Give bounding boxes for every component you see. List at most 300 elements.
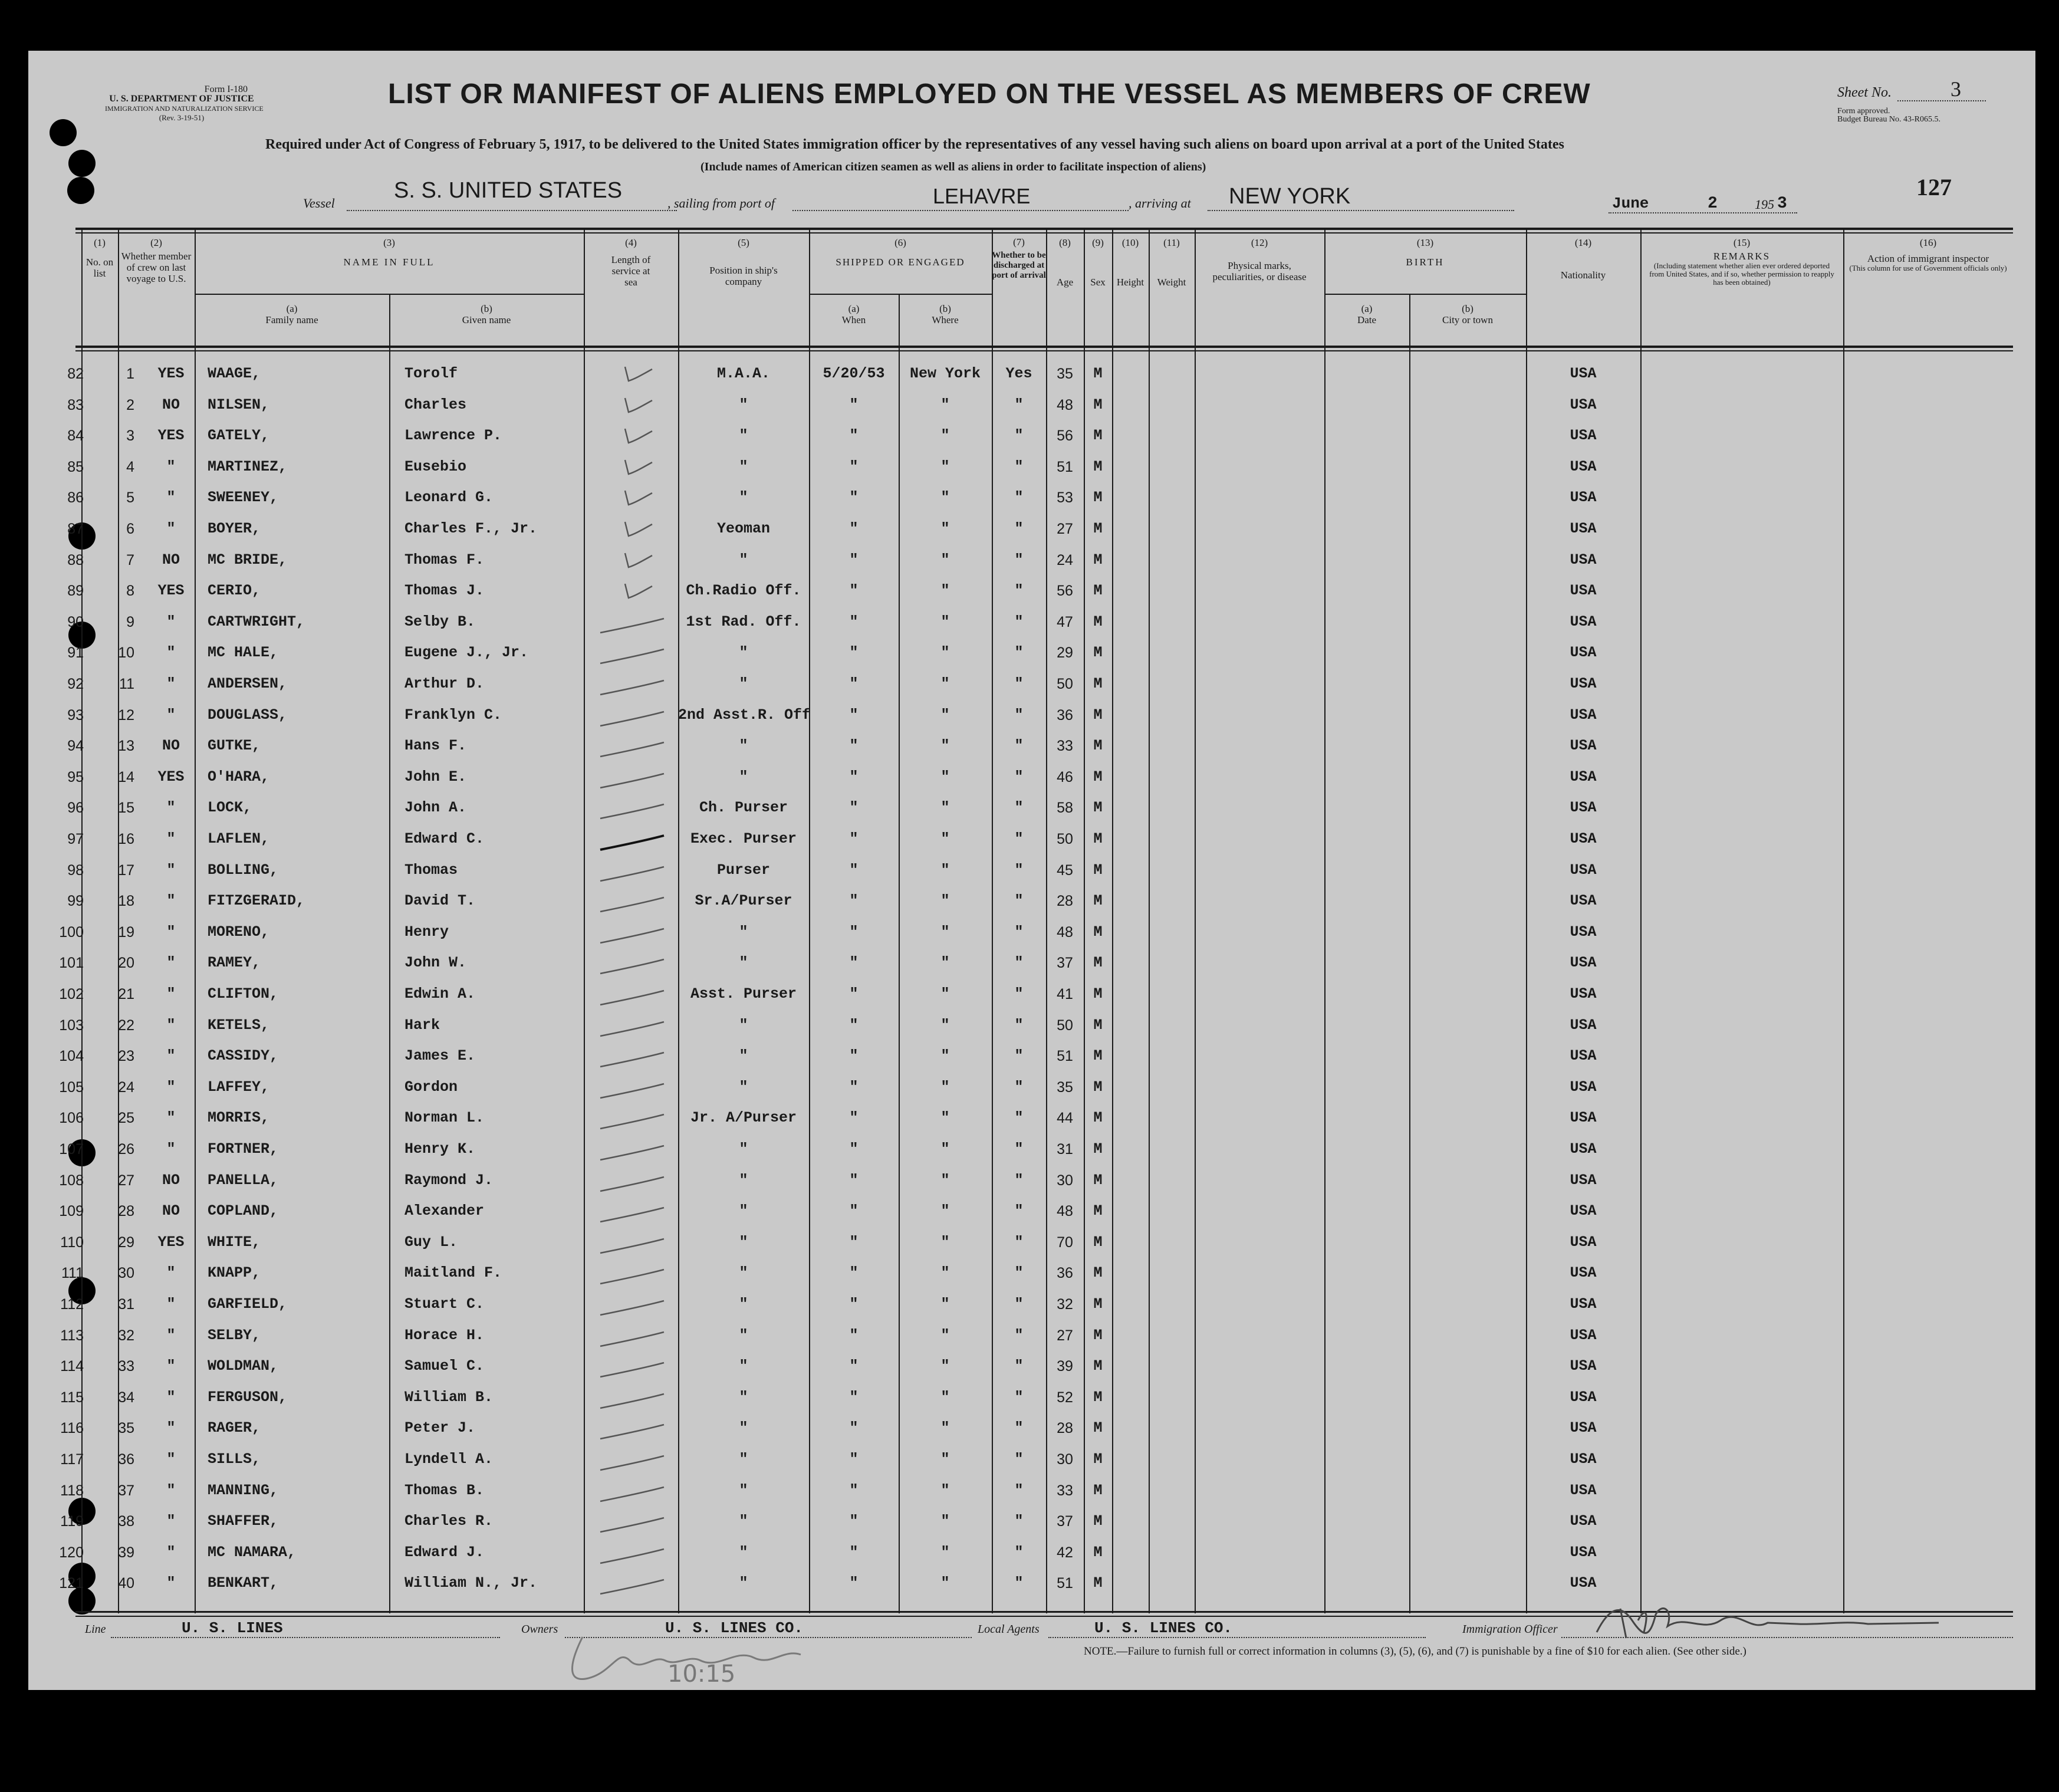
row-shipped-where: " xyxy=(940,954,950,972)
row-list-number: 8 xyxy=(126,583,134,600)
row-last-voyage: " xyxy=(166,1543,176,1561)
col2-number: (2) xyxy=(150,237,162,248)
row-given-name: Eusebio xyxy=(404,458,467,475)
row-family-name: CERIO, xyxy=(208,582,261,600)
row-last-voyage: " xyxy=(166,1512,176,1530)
row-position: " xyxy=(739,1574,748,1592)
row-last-voyage: YES xyxy=(157,365,185,382)
row-last-voyage: NO xyxy=(162,737,180,755)
row-shipped-when: " xyxy=(849,1171,859,1189)
row-family-name: BOYER, xyxy=(208,520,261,537)
service-check-mark xyxy=(571,1015,665,1038)
row-position: " xyxy=(739,1543,748,1561)
row-last-voyage: " xyxy=(166,1326,176,1344)
row-nationality: USA xyxy=(1570,1264,1597,1282)
col5-label: Position in ship's company xyxy=(709,265,778,287)
row-last-voyage: NO xyxy=(162,396,180,413)
row-age: 58 xyxy=(1057,800,1073,817)
row-given-name: Eugene J., Jr. xyxy=(404,644,529,662)
col14-header xyxy=(1526,237,1640,281)
row-nationality: USA xyxy=(1570,1295,1597,1313)
row-shipped-when: " xyxy=(849,489,859,507)
col8-label: Age xyxy=(1056,277,1074,288)
vessel-line xyxy=(347,210,677,211)
row-sequence-number: 100 xyxy=(59,923,84,941)
row-nationality: USA xyxy=(1570,396,1597,413)
row-sex: M xyxy=(1093,1171,1103,1189)
col6b-number: (b) xyxy=(939,303,951,314)
row-sex: M xyxy=(1093,799,1103,817)
row-age: 51 xyxy=(1057,1575,1073,1592)
row-family-name: BOLLING, xyxy=(208,861,279,879)
row-last-voyage: " xyxy=(166,1451,176,1468)
row-list-number: 32 xyxy=(118,1327,134,1344)
row-discharge: " xyxy=(1014,861,1024,879)
row-sequence-number: 112 xyxy=(60,1296,84,1313)
row-discharge: " xyxy=(1014,551,1024,568)
row-shipped-where: " xyxy=(940,830,950,847)
row-sex: M xyxy=(1093,1016,1103,1034)
row-shipped-where: " xyxy=(940,706,950,724)
row-discharge: " xyxy=(1014,1295,1024,1313)
row-shipped-where: " xyxy=(940,892,950,910)
row-sex: M xyxy=(1093,1078,1103,1096)
row-list-number: 40 xyxy=(118,1575,134,1592)
row-sequence-number: 109 xyxy=(59,1203,84,1220)
row-list-number: 7 xyxy=(126,551,134,568)
row-list-number: 23 xyxy=(118,1048,134,1065)
col7-header xyxy=(992,237,1046,281)
form-rev: (Rev. 3-19-51) xyxy=(159,113,205,122)
row-shipped-where: " xyxy=(940,520,950,537)
row-nationality: USA xyxy=(1570,613,1597,630)
row-age: 39 xyxy=(1057,1358,1073,1375)
row-nationality: USA xyxy=(1570,1357,1597,1375)
row-sequence-number: 102 xyxy=(59,986,84,1002)
service-check-mark xyxy=(559,487,653,511)
row-age: 46 xyxy=(1057,768,1073,785)
row-list-number: 21 xyxy=(118,986,134,1002)
row-last-voyage: " xyxy=(166,923,176,941)
row-nationality: USA xyxy=(1570,985,1597,1002)
row-sequence-number: 88 xyxy=(67,551,84,568)
row-given-name: Lawrence P. xyxy=(404,427,502,445)
row-shipped-where: " xyxy=(940,923,950,941)
row-position: " xyxy=(739,1451,748,1468)
row-list-number: 5 xyxy=(126,489,134,507)
row-sequence-number: 94 xyxy=(67,738,84,755)
row-family-name: WAAGE, xyxy=(208,365,261,382)
row-sequence-number: 99 xyxy=(67,893,84,910)
row-sequence-number: 113 xyxy=(60,1327,84,1344)
row-position: " xyxy=(739,1481,748,1499)
service-check-mark xyxy=(571,611,665,635)
row-family-name: MANNING, xyxy=(208,1481,279,1499)
row-shipped-when: " xyxy=(849,1295,859,1313)
arriving-label: , arriving at xyxy=(1129,196,1191,211)
col7-label: Whether to be discharged at port of arrival xyxy=(992,251,1046,280)
row-sex: M xyxy=(1093,1233,1103,1251)
row-nationality: USA xyxy=(1570,768,1597,785)
row-discharge: " xyxy=(1014,458,1024,475)
row-given-name: John A. xyxy=(404,799,467,817)
table-row xyxy=(28,1289,2035,1320)
row-sequence-number: 108 xyxy=(59,1172,84,1189)
row-sex: M xyxy=(1093,830,1103,847)
row-position: " xyxy=(739,1295,748,1313)
row-family-name: LAFLEN, xyxy=(208,830,270,847)
row-given-name: Hark xyxy=(404,1016,440,1034)
row-family-name: CASSIDY, xyxy=(208,1047,279,1065)
row-shipped-when: " xyxy=(849,768,859,785)
row-family-name: PANELLA, xyxy=(208,1171,279,1189)
row-shipped-when: " xyxy=(849,1543,859,1561)
table-row xyxy=(28,1537,2035,1568)
row-shipped-when: " xyxy=(849,644,859,662)
officer-signature xyxy=(1585,1597,1986,1650)
col6b-label: Where xyxy=(932,314,959,325)
service-check-mark xyxy=(571,767,665,790)
service-check-mark xyxy=(571,1325,665,1349)
col12-label: Physical marks, peculiarities, or disease xyxy=(1212,260,1307,282)
row-nationality: USA xyxy=(1570,520,1597,537)
row-given-name: Thomas F. xyxy=(404,551,485,568)
row-shipped-when: " xyxy=(849,458,859,475)
row-age: 44 xyxy=(1057,1110,1073,1127)
row-position: " xyxy=(739,1233,748,1251)
row-shipped-where: " xyxy=(940,458,950,475)
row-discharge: " xyxy=(1014,1543,1024,1561)
service-check-mark xyxy=(571,952,665,976)
row-position: Sr.A/Purser xyxy=(695,892,792,910)
row-age: 33 xyxy=(1057,738,1073,755)
col13-label: BIRTH xyxy=(1406,257,1445,268)
row-discharge: " xyxy=(1014,830,1024,847)
row-family-name: CLIFTON, xyxy=(208,985,279,1002)
row-last-voyage: " xyxy=(166,1047,176,1065)
row-given-name: Raymond J. xyxy=(404,1171,494,1189)
row-position: " xyxy=(739,1016,748,1034)
table-row xyxy=(28,359,2035,389)
row-position: Purser xyxy=(716,861,770,879)
col14-number: (14) xyxy=(1574,237,1592,248)
agents-label: Local Agents xyxy=(978,1623,1040,1636)
row-shipped-when: " xyxy=(849,1481,859,1499)
row-shipped-when: " xyxy=(849,1451,859,1468)
row-shipped-where: " xyxy=(940,489,950,507)
row-discharge: " xyxy=(1014,1264,1024,1282)
owners-label: Owners xyxy=(521,1623,558,1636)
row-given-name: Franklyn C. xyxy=(404,706,502,724)
row-last-voyage: YES xyxy=(157,582,185,600)
row-sequence-number: 84 xyxy=(67,428,84,445)
row-nationality: USA xyxy=(1570,1047,1597,1065)
service-check-mark xyxy=(559,550,653,573)
row-shipped-where: " xyxy=(940,1574,950,1592)
row-list-number: 12 xyxy=(118,706,134,724)
col11-number: (11) xyxy=(1163,237,1180,248)
row-sex: M xyxy=(1093,1047,1103,1065)
row-given-name: Hans F. xyxy=(404,737,467,755)
row-last-voyage: " xyxy=(166,1357,176,1375)
row-given-name: Lyndell A. xyxy=(404,1451,494,1468)
row-shipped-when: " xyxy=(849,892,859,910)
row-position: " xyxy=(739,1326,748,1344)
col13b-label: City or town xyxy=(1442,314,1493,325)
date-day: 2 xyxy=(1708,195,1718,213)
row-list-number: 33 xyxy=(118,1358,134,1375)
col4-header xyxy=(584,237,678,288)
row-shipped-when: " xyxy=(849,427,859,445)
row-list-number: 38 xyxy=(118,1513,134,1530)
table-row xyxy=(28,1072,2035,1103)
row-shipped-where: " xyxy=(940,1264,950,1282)
row-sex: M xyxy=(1093,892,1103,910)
row-shipped-when: " xyxy=(849,582,859,600)
col13b-header xyxy=(1409,303,1526,325)
row-age: 51 xyxy=(1057,458,1073,475)
row-sequence-number: 111 xyxy=(61,1265,84,1282)
row-family-name: FERGUSON, xyxy=(208,1388,288,1406)
row-shipped-when: " xyxy=(849,1078,859,1096)
row-nationality: USA xyxy=(1570,1326,1597,1344)
row-sex: M xyxy=(1093,1481,1103,1499)
row-age: 36 xyxy=(1057,706,1073,724)
form-id: Form I-180 xyxy=(204,84,248,94)
shipped-subheader-rule xyxy=(809,294,992,295)
row-sex: M xyxy=(1093,1202,1103,1220)
row-position: " xyxy=(739,737,748,755)
sheet-line xyxy=(1897,100,1986,101)
row-discharge: " xyxy=(1014,1419,1024,1437)
row-family-name: FITZGERAID, xyxy=(208,892,305,910)
col3a-label: Family name xyxy=(265,314,318,325)
col3b-header xyxy=(389,303,584,325)
row-shipped-where: " xyxy=(940,799,950,817)
date-year-prefix: 195 xyxy=(1755,197,1774,212)
row-list-number: 20 xyxy=(118,955,134,972)
col13-header xyxy=(1324,237,1526,268)
row-nationality: USA xyxy=(1570,1512,1597,1530)
row-sex: M xyxy=(1093,644,1103,662)
row-family-name: KETELS, xyxy=(208,1016,270,1034)
row-last-voyage: " xyxy=(166,861,176,879)
service-check-mark xyxy=(559,580,653,604)
service-check-mark xyxy=(571,735,665,759)
table-row xyxy=(28,948,2035,978)
col16-note: (This column for use of Government officials only) xyxy=(1849,264,2007,272)
row-sequence-number: 92 xyxy=(67,676,84,692)
col16-number: (16) xyxy=(1919,237,1937,248)
row-nationality: USA xyxy=(1570,1543,1597,1561)
row-age: 50 xyxy=(1057,676,1073,692)
col3a-number: (a) xyxy=(286,303,298,314)
row-family-name: CARTWRIGHT, xyxy=(208,613,305,630)
row-nationality: USA xyxy=(1570,1171,1597,1189)
row-shipped-when: " xyxy=(849,1047,859,1065)
service-check-mark xyxy=(571,1077,665,1100)
row-given-name: Alexander xyxy=(404,1202,485,1220)
row-discharge: " xyxy=(1014,1047,1024,1065)
row-age: 70 xyxy=(1057,1234,1073,1251)
row-shipped-when: " xyxy=(849,830,859,847)
row-age: 28 xyxy=(1057,1420,1073,1437)
row-age: 56 xyxy=(1057,583,1073,600)
row-shipped-where: " xyxy=(940,675,950,692)
col1-number: (1) xyxy=(94,237,106,248)
row-list-number: 37 xyxy=(118,1482,134,1499)
table-row xyxy=(28,420,2035,451)
row-family-name: MORENO, xyxy=(208,923,270,941)
table-row xyxy=(28,482,2035,513)
row-age: 24 xyxy=(1057,551,1073,568)
row-given-name: Thomas xyxy=(404,861,458,879)
col13a-header xyxy=(1324,303,1409,325)
row-given-name: James E. xyxy=(404,1047,476,1065)
row-last-voyage: " xyxy=(166,892,176,910)
row-list-number: 9 xyxy=(126,613,134,630)
row-last-voyage: YES xyxy=(157,768,185,785)
row-discharge: " xyxy=(1014,1481,1024,1499)
row-sequence-number: 110 xyxy=(60,1234,84,1251)
row-family-name: O'HARA, xyxy=(208,768,270,785)
row-list-number: 29 xyxy=(118,1234,134,1251)
row-sequence-number: 98 xyxy=(67,862,84,879)
row-list-number: 1 xyxy=(126,366,134,382)
row-shipped-when: " xyxy=(849,675,859,692)
vessel-label: Vessel xyxy=(303,196,335,211)
table-row xyxy=(28,731,2035,761)
row-discharge: " xyxy=(1014,1016,1024,1034)
col12-header xyxy=(1195,237,1324,282)
row-age: 56 xyxy=(1057,428,1073,445)
row-sex: M xyxy=(1093,706,1103,724)
col6-number: (6) xyxy=(894,237,906,248)
footer-note: NOTE.—Failure to furnish full or correct information in columns (3), (5), (6), and (7) is punishable by a fine of $10 for each alien. (See other side.) xyxy=(1084,1645,1746,1658)
row-shipped-when: " xyxy=(849,954,859,972)
row-sequence-number: 118 xyxy=(60,1482,84,1499)
row-nationality: USA xyxy=(1570,861,1597,879)
row-family-name: LOCK, xyxy=(208,799,252,817)
row-shipped-where: " xyxy=(940,1140,950,1158)
approval-block xyxy=(1837,107,1940,124)
row-last-voyage: " xyxy=(166,458,176,475)
port-to: NEW YORK xyxy=(1229,184,1351,209)
table-row xyxy=(28,637,2035,668)
row-given-name: Guy L. xyxy=(404,1233,458,1251)
row-given-name: Charles R. xyxy=(404,1512,494,1530)
row-sex: M xyxy=(1093,551,1103,568)
row-position: 2nd Asst.R. Off xyxy=(678,706,811,724)
row-sequence-number: 105 xyxy=(59,1079,84,1096)
row-nationality: USA xyxy=(1570,1481,1597,1499)
row-discharge: " xyxy=(1014,396,1024,413)
row-nationality: USA xyxy=(1570,1233,1597,1251)
row-family-name: WHITE, xyxy=(208,1233,261,1251)
row-list-number: 25 xyxy=(118,1110,134,1127)
row-position: " xyxy=(739,1047,748,1065)
row-sex: M xyxy=(1093,613,1103,630)
page-title: LIST OR MANIFEST OF ALIENS EMPLOYED ON THE VESSEL AS MEMBERS OF CREW xyxy=(388,78,1591,110)
row-discharge: " xyxy=(1014,954,1024,972)
row-last-voyage: YES xyxy=(157,427,185,445)
handwritten-time: 10:15 xyxy=(667,1661,736,1688)
table-row xyxy=(28,607,2035,637)
row-given-name: Thomas B. xyxy=(404,1481,485,1499)
punch-hole xyxy=(68,150,96,177)
row-discharge: " xyxy=(1014,427,1024,445)
row-shipped-where: " xyxy=(940,1481,950,1499)
row-shipped-where: " xyxy=(940,1451,950,1468)
row-nationality: USA xyxy=(1570,954,1597,972)
row-last-voyage: " xyxy=(166,1574,176,1592)
row-list-number: 11 xyxy=(119,676,134,692)
table-row xyxy=(28,390,2035,420)
row-position: " xyxy=(739,1357,748,1375)
subtitle: Required under Act of Congress of February 5, 1917, to be delivered to the United States immigration officer by the representatives of any vessel having such aliens on board upon arrival at a port of the United States xyxy=(265,137,1564,152)
col3a-header xyxy=(195,303,389,325)
service-check-mark xyxy=(559,456,653,480)
row-nationality: USA xyxy=(1570,551,1597,568)
table-row xyxy=(28,1196,2035,1227)
row-given-name: Arthur D. xyxy=(404,675,485,692)
service-check-mark xyxy=(571,1201,665,1224)
table-row xyxy=(28,1351,2035,1382)
row-given-name: Edward C. xyxy=(404,830,485,847)
row-sequence-number: 85 xyxy=(67,458,84,475)
table-row xyxy=(28,793,2035,823)
row-shipped-when: " xyxy=(849,551,859,568)
row-nationality: USA xyxy=(1570,1419,1597,1437)
punch-hole xyxy=(67,177,94,204)
col4-number: (4) xyxy=(625,237,637,248)
row-discharge: " xyxy=(1014,582,1024,600)
table-row xyxy=(28,514,2035,544)
service-check-mark xyxy=(571,1107,665,1131)
col15-header xyxy=(1640,237,1843,287)
row-family-name: NILSEN, xyxy=(208,396,270,413)
row-given-name: Selby B. xyxy=(404,613,476,630)
table-row xyxy=(28,1258,2035,1288)
row-nationality: USA xyxy=(1570,1202,1597,1220)
row-last-voyage: " xyxy=(166,985,176,1002)
table-row xyxy=(28,1320,2035,1351)
col6-header xyxy=(809,237,992,268)
service-check-mark xyxy=(571,1232,665,1255)
row-shipped-when: " xyxy=(849,1357,859,1375)
row-sequence-number: 120 xyxy=(59,1544,84,1561)
row-nationality: USA xyxy=(1570,644,1597,662)
service-check-mark xyxy=(571,1511,665,1534)
row-nationality: USA xyxy=(1570,1388,1597,1406)
service-check-mark xyxy=(571,1449,665,1472)
date-year-suffix: 3 xyxy=(1777,195,1787,213)
row-given-name: William N., Jr. xyxy=(404,1574,538,1592)
row-nationality: USA xyxy=(1570,1574,1597,1592)
row-position: " xyxy=(739,1388,748,1406)
row-family-name: SELBY, xyxy=(208,1326,261,1344)
budget-bureau: Budget Bureau No. 43-R065.5. xyxy=(1837,115,1940,124)
form-service: IMMIGRATION AND NATURALIZATION SERVICE xyxy=(105,104,264,113)
col14-label: Nationality xyxy=(1560,269,1606,281)
col9-label: Sex xyxy=(1090,277,1106,288)
row-family-name: MC HALE, xyxy=(208,644,279,662)
row-shipped-when: 5/20/53 xyxy=(823,365,885,382)
row-age: 48 xyxy=(1057,396,1073,413)
col15-note: (Including statement whether alien ever ordered deported from United States, and if so, whether permission to reapply has been obtained) xyxy=(1649,261,1834,287)
row-sequence-number: 104 xyxy=(59,1048,84,1065)
service-check-mark xyxy=(571,797,665,821)
